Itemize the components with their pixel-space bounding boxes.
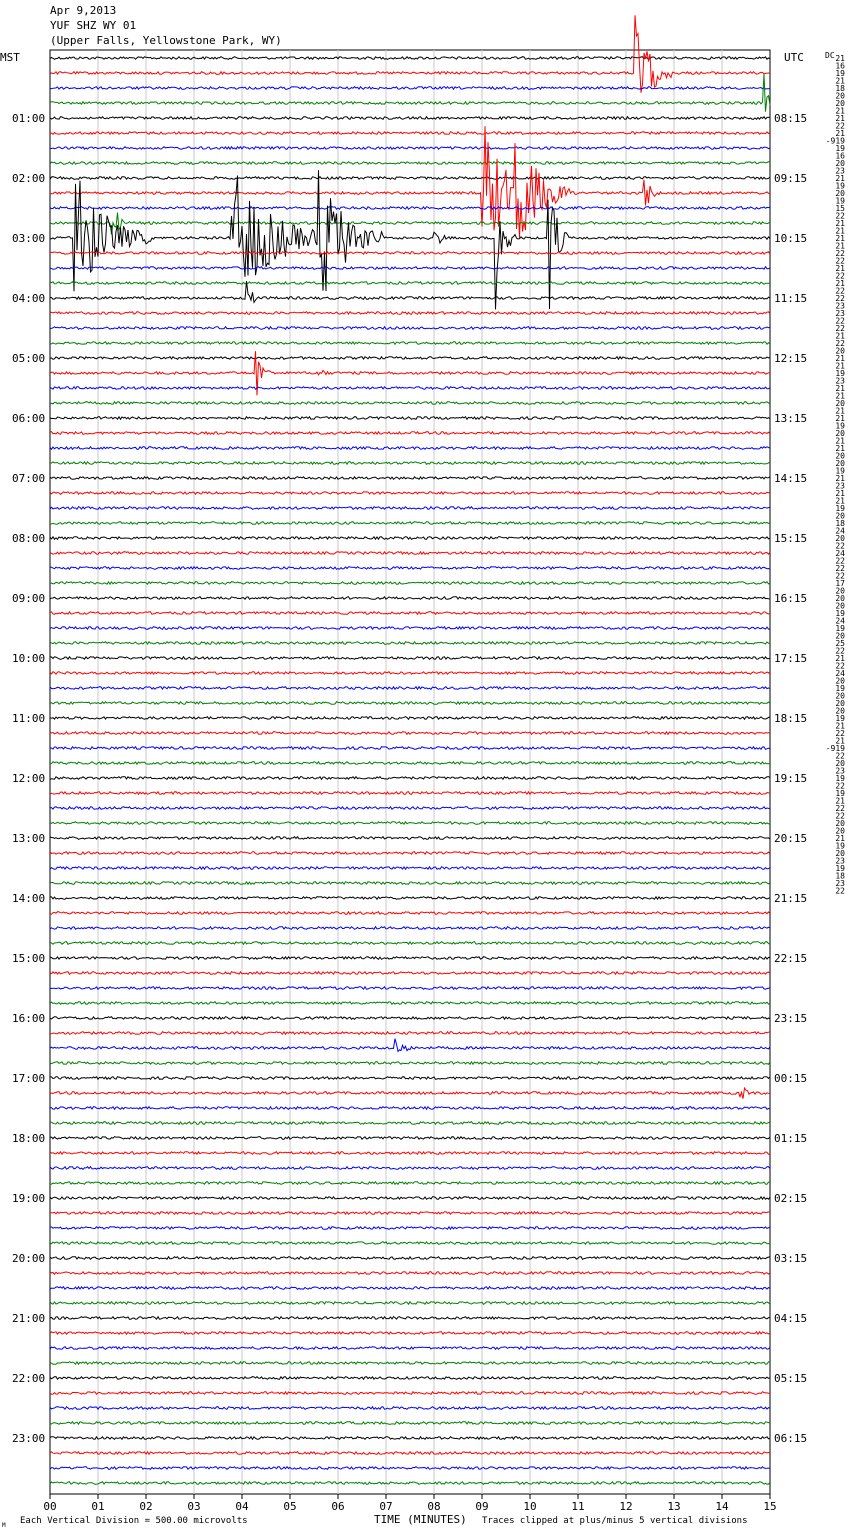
seismic-trace [50, 147, 770, 150]
x-tick-label: 14 [715, 1500, 729, 1513]
dc-offset-value: 20 [835, 691, 845, 701]
seismic-trace [50, 1362, 770, 1365]
x-tick-label: 13 [667, 1500, 681, 1513]
dc-offset-value: 21 [835, 234, 845, 243]
seismic-trace [50, 57, 770, 60]
seismic-trace [50, 657, 770, 660]
dc-offset-value: 20 [835, 706, 845, 716]
seismic-trace [50, 162, 770, 165]
dc-offset-value: 20 [835, 159, 845, 168]
seismic-trace [50, 432, 770, 435]
dc-offset-value: 19 [835, 609, 845, 618]
dc-offset-value: 19 [835, 466, 845, 476]
mst-hour-label: 05:00 [12, 352, 46, 365]
dc-offset-value: 20 [835, 399, 845, 408]
dc-offset-value: 20 [835, 459, 845, 468]
seismic-trace [50, 747, 770, 750]
dc-offset-value: 19 [835, 789, 845, 798]
dc-offset-value: 21 [835, 226, 845, 236]
dc-offset-value: 16 [835, 151, 845, 161]
seismic-trace [50, 627, 770, 630]
dc-offset-value: 21 [835, 354, 845, 363]
seismic-trace [50, 912, 770, 915]
dc-offset-value: 21 [835, 436, 845, 446]
seismic-trace [50, 1197, 770, 1200]
dc-offset-value: 21 [835, 106, 845, 116]
seismic-trace [50, 1377, 770, 1380]
dc-offset-value: 20 [835, 429, 845, 438]
dc-offset-value: 23 [835, 301, 845, 311]
utc-hour-label: 10:15 [774, 232, 808, 245]
dc-offset-value: 21 [835, 264, 845, 273]
seismic-trace [50, 807, 770, 810]
dc-offset-value: 23 [835, 166, 845, 176]
seismic-trace [50, 126, 770, 238]
dc-offset-value: 18 [835, 519, 845, 528]
seismic-trace [50, 1227, 770, 1230]
mst-hour-label: 14:00 [12, 892, 46, 905]
seismic-trace [50, 777, 770, 780]
seismic-trace [50, 972, 770, 975]
seismic-trace [50, 1317, 770, 1320]
mst-hour-label: 19:00 [12, 1192, 46, 1205]
mst-hour-label: 07:00 [12, 472, 46, 485]
dc-offset-value: 19 [835, 841, 845, 851]
seismic-trace [50, 1392, 770, 1395]
utc-hour-label: 02:15 [774, 1192, 808, 1205]
utc-hour-label: 11:15 [774, 292, 808, 305]
dc-offset-value: 21 [835, 54, 845, 63]
dc-offset-value: 19 [835, 714, 845, 723]
dc-offset-value: 21 [835, 406, 845, 416]
mst-hour-label: 12:00 [12, 772, 46, 785]
dc-offset-value: 19 [835, 684, 845, 693]
utc-hour-label: 19:15 [774, 772, 808, 785]
seismic-trace [50, 312, 770, 315]
corner-mark: M [2, 1522, 6, 1529]
dc-offset-value: 22 [835, 811, 845, 821]
dc-offset-value: 22 [835, 541, 845, 551]
seismic-trace [50, 822, 770, 825]
mst-hour-label: 03:00 [12, 232, 46, 245]
utc-hour-label: 18:15 [774, 712, 808, 725]
x-tick-label: 04 [235, 1500, 249, 1513]
station-code: YUF SHZ WY 01 [50, 19, 137, 32]
mst-hour-label: 02:00 [12, 172, 46, 185]
dc-offset-value: 21 [835, 219, 845, 228]
dc-offset-value: 22 [835, 556, 845, 566]
dc-offset-value: 22 [835, 646, 845, 656]
dc-offset-value: 16 [835, 61, 845, 71]
seismic-trace [50, 507, 770, 510]
seismic-trace [50, 447, 770, 450]
x-tick-label: 05 [283, 1500, 297, 1513]
seismic-trace [50, 897, 770, 900]
mst-hour-label: 22:00 [12, 1372, 46, 1385]
seismic-trace [50, 213, 770, 235]
dc-label: DC [825, 51, 835, 60]
seismic-trace [50, 1482, 770, 1485]
seismic-trace [50, 1332, 770, 1335]
dc-offset-value: 21 [835, 721, 845, 731]
dc-offset-value: 21 [835, 654, 845, 663]
seismic-trace [50, 597, 770, 600]
seismic-trace [50, 1272, 770, 1275]
mst-hour-label: 08:00 [12, 532, 46, 545]
scale-note: Each Vertical Division = 500.00 microvolts [20, 1516, 248, 1526]
utc-hour-label: 03:15 [774, 1252, 808, 1265]
dc-offset-value: 21 [835, 414, 845, 423]
seismic-trace [50, 957, 770, 960]
dc-offset-value: 19 [835, 421, 845, 431]
utc-hour-label: 16:15 [774, 592, 808, 605]
dc-offset-value: 18 [835, 871, 845, 881]
seismic-traces [50, 15, 770, 1484]
utc-hour-label: 01:15 [774, 1132, 808, 1145]
dc-offset-value: 23 [835, 309, 845, 318]
dc-offset-value: 20 [835, 676, 845, 686]
seismic-trace [50, 987, 770, 990]
dc-offset-value: 20 [835, 759, 845, 768]
dc-offset-value: 22 [835, 339, 845, 348]
seismic-trace [50, 927, 770, 930]
seismic-trace [50, 1182, 770, 1185]
clip-note: Traces clipped at plus/minus 5 vertical divisions [482, 1516, 748, 1526]
mst-hour-label: 01:00 [12, 112, 46, 125]
dc-offset-value: 15 [835, 204, 845, 213]
dc-offset-value: 21 [835, 241, 845, 251]
x-tick-label: 09 [475, 1500, 489, 1513]
dc-offset-value: 21 [835, 174, 845, 183]
dc-offset-value: 21 [835, 796, 845, 806]
dc-offset-value: 20 [835, 594, 845, 603]
seismic-trace [50, 1002, 770, 1005]
mst-hour-label: 21:00 [12, 1312, 46, 1325]
seismic-trace [50, 267, 770, 270]
dc-offset-value: 22 [835, 294, 845, 303]
dc-offset-value: 20 [835, 601, 845, 611]
seismic-trace [50, 1077, 770, 1080]
dc-offset-value: 19 [835, 624, 845, 633]
seismic-trace [50, 117, 770, 120]
dc-offset-value: 20 [835, 346, 845, 356]
dc-offset-value: 22 [835, 571, 845, 581]
seismic-trace [50, 522, 770, 525]
dc-offset-value: 23 [835, 766, 845, 776]
dc-offset-value: 25 [835, 639, 845, 648]
utc-hour-label: 13:15 [774, 412, 808, 425]
seismic-trace [50, 462, 770, 465]
plot-frame [50, 50, 770, 1494]
utc-hour-label: 04:15 [774, 1312, 808, 1325]
seismic-trace [50, 132, 770, 135]
dc-offset-value: 20 [835, 511, 845, 521]
dc-offset-value: 22 [835, 271, 845, 281]
seismic-trace [50, 1017, 770, 1020]
utc-hour-label: 15:15 [774, 532, 808, 545]
x-tick-label: 07 [379, 1500, 393, 1513]
mst-hour-label: 13:00 [12, 832, 46, 845]
dc-offset-value: 21 [835, 384, 845, 393]
mst-hour-label: 23:00 [12, 1432, 46, 1445]
mst-hour-label: 20:00 [12, 1252, 46, 1265]
dc-offset-value: 19 [835, 504, 845, 513]
seismic-trace [50, 1039, 770, 1052]
utc-hour-label: 12:15 [774, 352, 808, 365]
dc-offset-value: -919 [825, 136, 845, 146]
x-tick-label: 02 [139, 1500, 153, 1513]
dc-offset-value: 21 [835, 279, 845, 288]
seismic-trace [50, 612, 770, 615]
seismic-trace [50, 74, 770, 112]
seismic-trace [50, 492, 770, 495]
x-tick-label: 12 [619, 1500, 633, 1513]
dc-offset-value: 20 [835, 99, 845, 108]
dc-offset-value: 23 [835, 376, 845, 386]
seismic-trace [50, 552, 770, 555]
seismic-trace [50, 1032, 770, 1035]
utc-hour-label: 05:15 [774, 1372, 808, 1385]
seismic-trace [50, 1122, 770, 1125]
utc-hour-label: 23:15 [774, 1012, 808, 1025]
seismic-trace [50, 417, 770, 420]
dc-offset-value: 21 [835, 489, 845, 498]
seismic-trace [50, 1167, 770, 1170]
seismic-trace [50, 1062, 770, 1065]
seismic-trace [50, 942, 770, 945]
dc-offset-value: 23 [835, 879, 845, 888]
seismic-trace [50, 852, 770, 855]
plot-date: Apr 9,2013 [50, 4, 117, 17]
dc-offset-value: 20 [835, 826, 845, 836]
dc-offset-value: 20 [835, 451, 845, 461]
dc-offset-value: 19 [835, 369, 845, 378]
seismic-trace [50, 1137, 770, 1140]
seismic-trace [50, 177, 770, 180]
dc-offset-value: 22 [835, 324, 845, 333]
x-tick-label: 10 [523, 1500, 537, 1513]
dc-offset-value: 21 [835, 736, 845, 746]
dc-offset-value: 20 [835, 849, 845, 858]
dc-offset-value: 21 [835, 496, 845, 506]
mst-hour-label: 10:00 [12, 652, 46, 665]
dc-offset-value: 22 [835, 751, 845, 761]
x-tick-label: 06 [331, 1500, 345, 1513]
seismic-trace [50, 1347, 770, 1350]
dc-offset-value: 22 [835, 286, 845, 296]
seismic-trace [50, 642, 770, 645]
dc-offset-value: 23 [835, 481, 845, 491]
dc-offset-value: 17 [835, 579, 845, 588]
seismic-trace [50, 282, 770, 285]
x-axis-title: TIME (MINUTES) [374, 1513, 467, 1526]
mst-hour-label: 11:00 [12, 712, 46, 725]
dc-offset-value: 24 [835, 526, 845, 536]
dc-offset-value: 21 [835, 474, 845, 483]
seismic-trace [50, 387, 770, 390]
seismic-trace [50, 1407, 770, 1410]
dc-offset-value: 19 [835, 144, 845, 153]
dc-offset-value: 21 [835, 114, 845, 123]
utc-hour-label: 14:15 [774, 472, 808, 485]
dc-offset-value: 21 [835, 129, 845, 138]
dc-offset-value: 22 [835, 316, 845, 326]
x-tick-label: 11 [571, 1500, 585, 1513]
dc-offset-value: 20 [835, 189, 845, 198]
seismic-trace [50, 837, 770, 840]
dc-offset-value: 22 [835, 661, 845, 671]
utc-hour-label: 22:15 [774, 952, 808, 965]
seismic-trace [50, 1452, 770, 1455]
mst-hour-label: 17:00 [12, 1072, 46, 1085]
dc-offset-value: 19 [835, 69, 845, 78]
utc-hour-label: 09:15 [774, 172, 808, 185]
mst-hour-label: 09:00 [12, 592, 46, 605]
mst-hour-label: 04:00 [12, 292, 46, 305]
seismic-trace [50, 582, 770, 585]
seismic-trace [50, 1257, 770, 1260]
dc-offset-value: 22 [835, 121, 845, 131]
dc-offset-value: 20 [835, 586, 845, 596]
mst-hour-label: 15:00 [12, 952, 46, 965]
dc-offset-value: 22 [835, 211, 845, 221]
dc-offset-value: 22 [835, 781, 845, 791]
dc-offset-value: 19 [835, 196, 845, 206]
seismic-trace [50, 170, 770, 309]
seismic-trace [50, 732, 770, 735]
dc-offset-value: 23 [835, 856, 845, 866]
dc-offset-value: 21 [835, 76, 845, 86]
dc-offset-value: 18 [835, 84, 845, 93]
x-tick-label: 03 [187, 1500, 201, 1513]
dc-offset-value: 21 [835, 391, 845, 401]
seismic-trace [50, 1242, 770, 1245]
dc-offset-value: 20 [835, 699, 845, 708]
dc-offset-value: 24 [835, 616, 845, 626]
seismic-trace [50, 1152, 770, 1155]
dc-offset-value: 20 [835, 534, 845, 543]
dc-offset-value: 19 [835, 774, 845, 783]
axis-labels [0, 51, 845, 1529]
dc-offset-value: 22 [835, 729, 845, 738]
dc-offset-value: -919 [825, 744, 845, 753]
seismic-trace [50, 342, 770, 345]
dc-offset-value: 20 [835, 631, 845, 641]
seismic-trace [50, 1422, 770, 1425]
dc-offset-value: 22 [835, 249, 845, 258]
x-tick-label: 01 [91, 1500, 105, 1513]
seismic-trace [50, 567, 770, 570]
seismic-trace [50, 327, 770, 330]
seismic-trace [50, 477, 770, 480]
station-location: (Upper Falls, Yellowstone Park, WY) [50, 34, 282, 47]
seismic-trace [50, 882, 770, 885]
seismic-trace [50, 207, 770, 210]
utc-hour-label: 08:15 [774, 112, 808, 125]
seismic-trace [50, 1467, 770, 1470]
seismic-trace [50, 672, 770, 675]
dc-offset-value: 21 [835, 834, 845, 843]
dc-offset-value: 22 [835, 564, 845, 573]
dc-offset-value: 19 [835, 864, 845, 873]
seismic-trace [50, 702, 770, 705]
seismic-trace [50, 15, 770, 92]
seismic-trace [50, 1107, 770, 1110]
seismic-trace [50, 281, 770, 302]
dc-offset-value: 22 [835, 886, 845, 896]
dc-offset-value: 20 [835, 91, 845, 101]
dc-offset-value: 22 [835, 256, 845, 266]
seismic-trace [50, 1302, 770, 1305]
seismic-trace [50, 1212, 770, 1215]
dc-offset-value: 20 [835, 819, 845, 828]
dc-offset-value: 24 [835, 669, 845, 678]
mst-hour-label: 16:00 [12, 1012, 46, 1025]
seismic-trace [50, 867, 770, 870]
utc-hour-label: 21:15 [774, 892, 808, 905]
dc-offset-value: 21 [835, 444, 845, 453]
dc-offset-value: 22 [835, 804, 845, 813]
utc-hour-label: 20:15 [774, 832, 808, 845]
seismic-trace [50, 762, 770, 765]
x-tick-label: 00 [43, 1500, 57, 1513]
dc-offset-value: 19 [835, 181, 845, 191]
mst-hour-label: 18:00 [12, 1132, 46, 1145]
left-timezone-label: MST [0, 51, 20, 64]
dc-offset-value: 21 [835, 361, 845, 371]
seismic-trace [50, 537, 770, 540]
right-timezone-label: UTC [784, 51, 804, 64]
seismic-trace [50, 1088, 770, 1099]
seismic-trace [50, 1437, 770, 1440]
seismic-trace [50, 87, 770, 90]
x-tick-label: 15 [763, 1500, 777, 1513]
x-tick-label: 08 [427, 1500, 441, 1513]
seismic-trace [50, 1287, 770, 1290]
seismic-trace [50, 357, 770, 360]
seismic-trace [50, 687, 770, 690]
seismic-trace [50, 402, 770, 405]
utc-hour-label: 06:15 [774, 1432, 808, 1445]
dc-offset-value: 21 [835, 331, 845, 341]
utc-hour-label: 00:15 [774, 1072, 808, 1085]
seismic-trace [50, 252, 770, 255]
mst-hour-label: 06:00 [12, 412, 46, 425]
seismic-trace [50, 792, 770, 795]
seismic-trace [50, 717, 770, 720]
dc-offset-value: 24 [835, 549, 845, 558]
utc-hour-label: 17:15 [774, 652, 808, 665]
